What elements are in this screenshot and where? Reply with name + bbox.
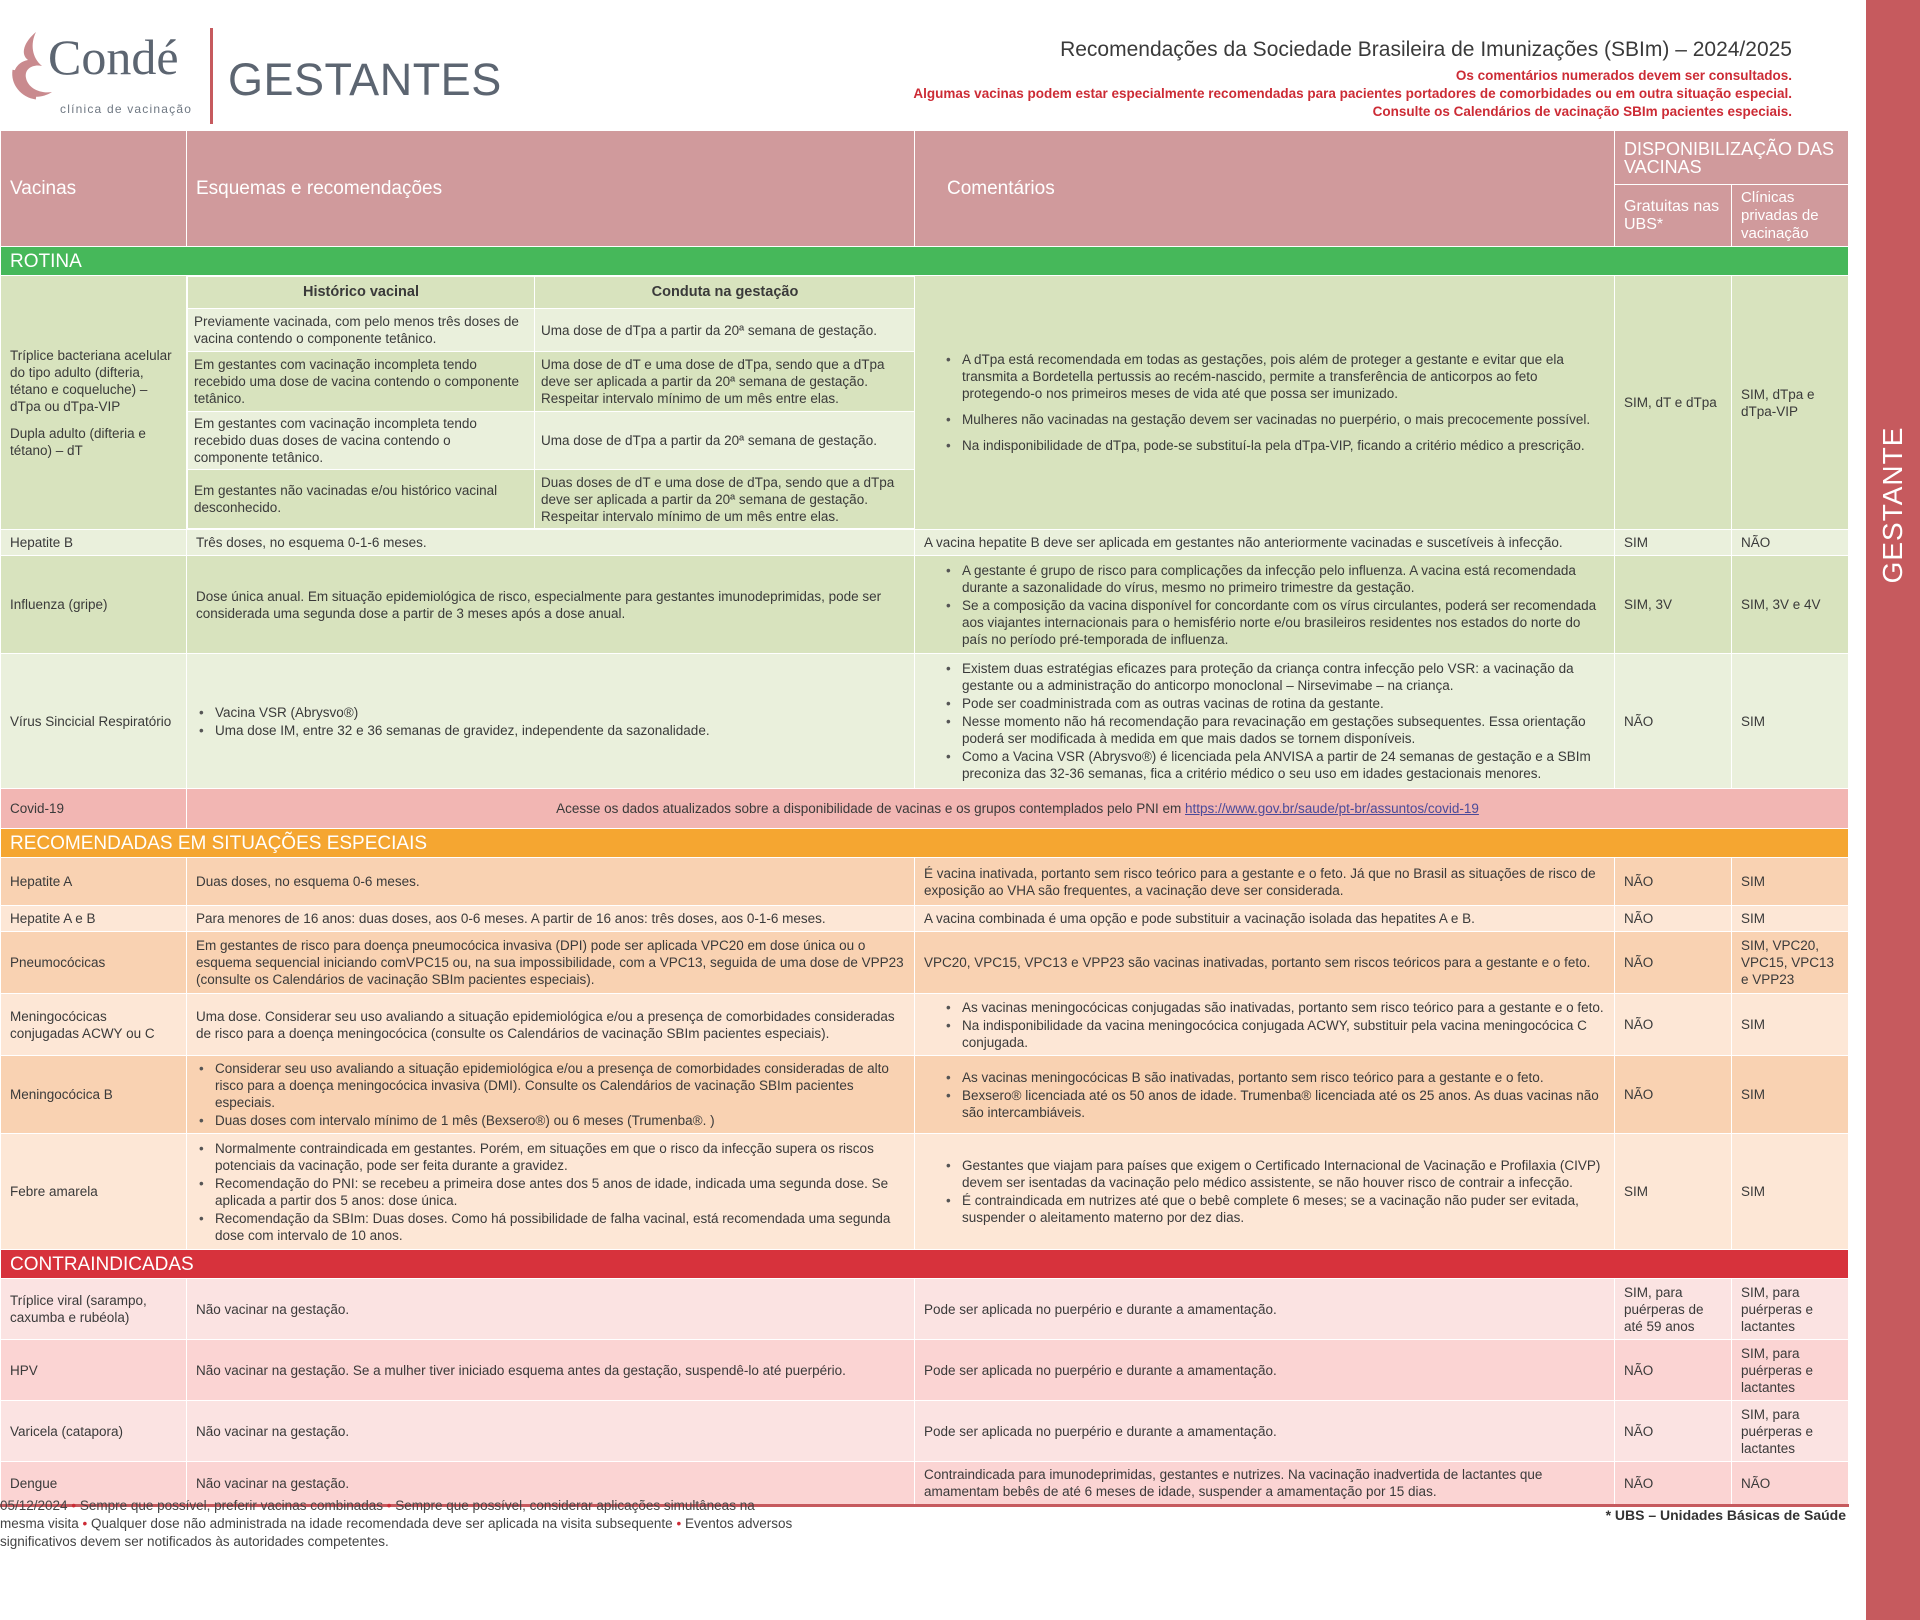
comment-cell: VPC20, VPC15, VPC13 e VPP23 são vacinas inativadas, portanto sem riscos teóricos para a gestante e o feto. [915, 932, 1615, 994]
private-availability: SIM, para puérperas e lactantes [1732, 1279, 1849, 1340]
footer-item: Qualquer dose não administrada na idade recomendada deve ser aplicada na visita subsequente [91, 1516, 673, 1531]
ubs-availability: NÃO [1615, 1401, 1732, 1462]
scheme-cell: Em gestantes de risco para doença pneumocócica invasiva (DPI) pode ser aplicada VPC20 em dose única ou o esquema sequencial iniciando comVPC15 ou, na sua impossibilidade, com a VPC13, seguida de uma dose de VPP23 (consulte os Calendários de vacinação SBIm pacientes especiais). [187, 932, 915, 994]
logo-subtitle: clínica de vacinação [60, 102, 193, 116]
ubs-availability: SIM, dT e dTpa [1615, 276, 1732, 530]
comment-item: • Na indisponibilidade de dTpa, pode-se substituí-la pela dTpa-VIP, ficando a critério médico a prescrição. [943, 437, 1605, 454]
comment-item: • Gestantes que viajam para países que exigem o Certificado Internacional de Vacinação e Profilaxia (CIVP) devem ser isentadas da vacinação pelo médico assistente, se não houver risco de contrair a infecção. [943, 1157, 1605, 1191]
comment-cell: Pode ser aplicada no puerpério e durante a amamentação. [915, 1279, 1615, 1340]
historico-cell: Em gestantes não vacinadas e/ou histórico vacinal desconhecido. [188, 470, 535, 529]
comment-cell [915, 654, 1615, 789]
vaccine-name: HPV [1, 1340, 187, 1401]
vaccine-name: Hepatite B [1, 530, 187, 556]
comment-cell: É vacina inativada, portanto sem risco teórico para a gestante e o feto. Já que no Brasil as situações de risco de exposição ao VHA são frequentes, a vacinação deve ser considerada. [915, 858, 1615, 906]
scheme-item: • Recomendação da SBIm: Duas doses. Como há possibilidade de falha vacinal, está recomendada uma segunda dose com intervalo de 10 anos. [196, 1210, 905, 1244]
comment-cell: Contraindicada para imunodeprimidas, gestantes e nutrizes. Na vacinação inadvertida de lactantes que amamentam bebês de até 6 meses de idade, suspender a amamentação por 15 dias. [915, 1462, 1615, 1506]
ubs-availability: SIM [1615, 1134, 1732, 1250]
comment-cell [915, 994, 1615, 1056]
comment-cell [915, 556, 1615, 654]
page-header [0, 0, 1866, 130]
ubs-availability: SIM, para puérperas de até 59 anos [1615, 1279, 1732, 1340]
col-comentarios: Comentários [915, 131, 1615, 247]
table-row [1, 789, 1849, 829]
dtpa-subtable [187, 276, 916, 529]
sub-header-conduta: Conduta na gestação [535, 277, 916, 309]
vaccine-name: Pneumocócicas [1, 932, 187, 994]
table-row [1, 654, 1849, 789]
ubs-availability: NÃO [1615, 994, 1732, 1056]
dtpa-scheme [187, 276, 915, 530]
private-availability: SIM, para puérperas e lactantes [1732, 1340, 1849, 1401]
vaccine-name: Hepatite A e B [1, 906, 187, 932]
section-contra: CONTRAINDICADAS [1, 1250, 1849, 1279]
header-note: Consulte os Calendários de vacinação SBIm pacientes especiais. [1372, 104, 1792, 119]
header-note: Os comentários numerados devem ser consultados. [1455, 68, 1792, 83]
comment-item: • A dTpa está recomendada em todas as gestações, pois além de proteger a gestante e evitar que ela transmita a Bordetella pertussis ao recém-nascido, permite a transferência de anticorpos ao feto protegendo-o nos primeiros meses de vida até que possa ser imunizado. [943, 351, 1605, 402]
covid-link[interactable]: https://www.gov.br/saude/pt-br/assuntos/covid-19 [1185, 801, 1479, 816]
conduta-cell: Uma dose de dTpa a partir da 20ª semana de gestação. [535, 309, 916, 352]
private-availability: SIM [1732, 858, 1849, 906]
footer-notes [0, 1497, 800, 1551]
comment-item: • Pode ser coadministrada com as outras vacinas de rotina da gestante. [943, 695, 1605, 712]
table-row [1, 1401, 1849, 1462]
scheme-cell [187, 654, 915, 789]
footer-item: Eventos adversos significativos devem ser notificados às autoridades competentes. [0, 1516, 793, 1549]
scheme-item: • Uma dose IM, entre 32 e 36 semanas de gravidez, independente da sazonalidade. [196, 722, 905, 739]
scheme-item: • Duas doses com intervalo mínimo de 1 mês (Bexsero®) ou 6 meses (Trumenba®. ) [196, 1112, 905, 1129]
private-availability: SIM, dTpa e dTpa-VIP [1732, 276, 1849, 530]
vaccine-name-dtpa: Tríplice bacteriana acelular do tipo adulto (difteria, tétano e coqueluche) – dTpa ou dTpa-VIP [10, 347, 172, 414]
comment-item: • As vacinas meningocócicas B são inativadas, portanto sem risco teórico para a gestante e o feto. [943, 1069, 1605, 1086]
scheme-item: • Vacina VSR (Abrysvo®) [196, 704, 905, 721]
comment-cell [915, 1134, 1615, 1250]
table-row [1, 1134, 1849, 1250]
table-row [1, 530, 1849, 556]
footer-date: 05/12/2024 [0, 1498, 68, 1513]
bullet-icon: • [71, 1498, 77, 1513]
private-availability: SIM, para puérperas e lactantes [1732, 1401, 1849, 1462]
comment-item: • As vacinas meningocócicas conjugadas são inativadas, portanto sem risco teórico para a gestante e o feto. [943, 999, 1605, 1016]
scheme-item: • Normalmente contraindicada em gestantes. Porém, em situações em que o risco da infecção supera os riscos potenciais da vacinação, pode ser feita durante a gravidez. [196, 1140, 905, 1174]
comment-cell: Pode ser aplicada no puerpério e durante a amamentação. [915, 1340, 1615, 1401]
footer-item: Sempre que possível, considerar aplicações simultâneas na mesma visita [0, 1498, 755, 1531]
table-row [1, 276, 1849, 530]
ubs-availability: NÃO [1615, 858, 1732, 906]
table-row [1, 1056, 1849, 1134]
table-row [1, 858, 1849, 906]
private-availability: NÃO [1732, 1462, 1849, 1506]
ubs-availability: NÃO [1615, 906, 1732, 932]
header-info [913, 38, 1792, 121]
vaccine-name: Meningocócicas conjugadas ACWY ou C [1, 994, 187, 1056]
vaccine-name: Tríplice viral (sarampo, caxumba e rubéola) [1, 1279, 187, 1340]
conduta-cell: Duas doses de dT e uma dose de dTpa, sendo que a dTpa deve ser aplicada a partir da 20ª semana de gestação. Respeitar intervalo mínimo de um mês entre elas. [535, 470, 916, 529]
col-privadas: Clínicas privadas de vacinação [1732, 185, 1849, 247]
scheme-cell: Três doses, no esquema 0-1-6 meses. [187, 530, 915, 556]
private-availability: SIM [1732, 1134, 1849, 1250]
ubs-availability: NÃO [1615, 1340, 1732, 1401]
conduta-cell: Uma dose de dT e uma dose de dTpa, sendo que a dTpa deve ser aplicada a partir da 20ª semana de gestação. Respeitar intervalo mínimo de um mês entre elas. [535, 352, 916, 412]
table-row [1, 906, 1849, 932]
footer-item: Sempre que possível, preferir vacinas combinadas [79, 1498, 383, 1513]
table-row [1, 556, 1849, 654]
section-especiais: RECOMENDADAS EM SITUAÇÕES ESPECIAIS [1, 829, 1849, 858]
comment-item: • Existem duas estratégias eficazes para proteção da criança contra infecção pelo VSR: a vacinação da gestante ou a administração do anticorpo monoclonal – Nirsevimabe – na criança. [943, 660, 1605, 694]
vaccine-name: Hepatite A [1, 858, 187, 906]
private-availability: NÃO [1732, 530, 1849, 556]
comment-item: • Na indisponibilidade da vacina meningocócica conjugada ACWY, substituir pela vacina meningocócica C conjugada. [943, 1017, 1605, 1051]
private-availability: SIM, VPC20, VPC15, VPC13 e VPP23 [1732, 932, 1849, 994]
col-esquemas: Esquemas e recomendações [187, 131, 915, 247]
col-disponibilizacao: DISPONIBILIZAÇÃO DAS VACINAS [1615, 131, 1849, 185]
historico-cell: Previamente vacinada, com pelo menos três doses de vacina contendo o componente tetânico. [188, 309, 535, 352]
comment-cell: A vacina hepatite B deve ser aplicada em gestantes não anteriormente vacinadas e suscetíveis à infecção. [915, 530, 1615, 556]
header-note: Algumas vacinas podem estar especialmente recomendadas para pacientes portadores de comorbidades ou em outra situação especial. [913, 86, 1792, 101]
comment-cell: A vacina combinada é uma opção e pode substituir a vacinação isolada das hepatites A e B. [915, 906, 1615, 932]
vaccine-name: Dengue [1, 1462, 187, 1506]
ubs-availability: NÃO [1615, 1056, 1732, 1134]
vaccine-name [1, 276, 187, 530]
bullet-icon: • [386, 1498, 392, 1513]
comment-item: • Se a composição da vacina disponível for concordante com os vírus circulantes, poderá ser recomendada aos viajantes internacionais para o hemisfério norte e/ou brasileiros residentes nos estados do norte do país no período pré-temporada de influenza. [943, 597, 1605, 648]
comment-item: • A gestante é grupo de risco para complicações da infecção pelo influenza. A vacina está recomendada durante a sazonalidade do vírus, mesmo no primeiro trimestre da gestação. [943, 562, 1605, 596]
comment-item: • Como a Vacina VSR (Abrysvo®) é licenciada pela ANVISA a partir de 24 semanas de gestação e a SBIm preconiza das 32-36 semanas, fica a critério médico o seu uso em idades gestacionais menores. [943, 748, 1605, 782]
vaccine-name: Influenza (gripe) [1, 556, 187, 654]
ubs-availability: NÃO [1615, 1462, 1732, 1506]
comment-item: • É contraindicada em nutrizes até que o bebê complete 6 meses; se a vacinação não puder ser evitada, suspender o aleitamento materno por dez dias. [943, 1192, 1605, 1226]
covid-text: Acesse os dados atualizados sobre a disponibilidade de vacinas e os grupos contemplados pelo PNI em [556, 801, 1182, 816]
side-label: GESTANTE [1877, 426, 1908, 584]
scheme-cell [187, 1056, 915, 1134]
historico-cell: Em gestantes com vacinação incompleta tendo recebido uma dose de vacina contendo o componente tetânico. [188, 352, 535, 412]
scheme-cell: Não vacinar na gestação. [187, 1401, 915, 1462]
side-band [1866, 0, 1920, 1620]
historico-cell: Em gestantes com vacinação incompleta tendo recebido duas doses de vacina contendo o componente tetânico. [188, 412, 535, 470]
table-row [1, 932, 1849, 994]
scheme-item: • Considerar seu uso avaliando a situação epidemiológica e/ou a presença de comorbidades consideradas de alto risco para a doença meningocócica invasiva (DMI). Consulte os Calendários de vacinação SBIm pacientes especiais. [196, 1060, 905, 1111]
scheme-cell: Não vacinar na gestação. Se a mulher tiver iniciado esquema antes da gestação, suspendê-lo até puerpério. [187, 1340, 915, 1401]
col-ubs: Gratuitas nas UBS* [1615, 185, 1732, 247]
scheme-cell: Uma dose. Considerar seu uso avaliando a situação epidemiológica e/ou a presença de comorbidades consideradas de risco para a doença meningocócica (consulte os Calendários de vacinação SBIm pacientes especiais). [187, 994, 915, 1056]
scheme-cell [187, 1134, 915, 1250]
scheme-cell: Não vacinar na gestação. [187, 1462, 915, 1506]
col-vacinas: Vacinas [1, 131, 187, 247]
private-availability: SIM [1732, 906, 1849, 932]
vaccine-name: Varicela (catapora) [1, 1401, 187, 1462]
private-availability: SIM [1732, 654, 1849, 789]
audience-title: GESTANTES [228, 54, 502, 105]
vaccine-name-dt: Dupla adulto (difteria e tétano) – dT [10, 425, 146, 458]
vaccine-name: Meningocócica B [1, 1056, 187, 1134]
table-row [1, 1340, 1849, 1401]
private-availability: SIM, 3V e 4V [1732, 556, 1849, 654]
vaccine-table [0, 130, 1849, 1507]
ubs-availability: NÃO [1615, 654, 1732, 789]
scheme-cell: Duas doses, no esquema 0-6 meses. [187, 858, 915, 906]
bullet-icon: • [676, 1516, 682, 1531]
vaccine-name: Covid-19 [1, 789, 187, 829]
comment-item: • Nesse momento não há recomendação para revacinação em gestações subsequentes. Essa orientação poderá ser modificada à medida em que mais dados se tornem disponíveis. [943, 713, 1605, 747]
private-availability: SIM [1732, 994, 1849, 1056]
scheme-cell: Não vacinar na gestação. [187, 1279, 915, 1340]
table-row [1, 1279, 1849, 1340]
covid-info [187, 789, 1849, 829]
scheme-cell: Para menores de 16 anos: duas doses, aos 0-6 meses. A partir de 16 anos: três doses, aos 0-1-6 meses. [187, 906, 915, 932]
sub-header-historico: Histórico vacinal [188, 277, 535, 309]
private-availability: SIM [1732, 1056, 1849, 1134]
ubs-availability: SIM, 3V [1615, 556, 1732, 654]
vaccine-name: Vírus Sincicial Respiratório [1, 654, 187, 789]
comment-cell: Pode ser aplicada no puerpério e durante a amamentação. [915, 1401, 1615, 1462]
conduta-cell: Uma dose de dTpa a partir da 20ª semana de gestação. [535, 412, 916, 470]
table-row [1, 994, 1849, 1056]
scheme-item: • Recomendação do PNI: se recebeu a primeira dose antes dos 5 anos de idade, indicada uma segunda dose. Se aplicada a partir dos 5 anos: dose única. [196, 1175, 905, 1209]
document-title: Recomendações da Sociedade Brasileira de Imunizações (SBIm) – 2024/2025 [1060, 38, 1792, 61]
section-rotina: ROTINA [1, 247, 1849, 276]
logo-divider [210, 28, 213, 124]
scheme-cell: Dose única anual. Em situação epidemiológica de risco, especialmente para gestantes imunodeprimidas, pode ser considerada uma segunda dose a partir de 3 meses após a dose anual. [187, 556, 915, 654]
comment-item: • Mulheres não vacinadas na gestação devem ser vacinadas no puerpério, o mais precocemente possível. [943, 411, 1605, 428]
ubs-availability: SIM [1615, 530, 1732, 556]
comment-cell [915, 276, 1615, 530]
logo-name: Condé [48, 29, 179, 85]
ubs-availability: NÃO [1615, 932, 1732, 994]
comment-item: • Bexsero® licenciada até os 50 anos de idade. Trumenba® licenciada até os 25 anos. As duas vacinas não são intercambiáveis. [943, 1087, 1605, 1121]
comment-cell [915, 1056, 1615, 1134]
bullet-icon: • [82, 1516, 88, 1531]
vaccine-name: Febre amarela [1, 1134, 187, 1250]
ubs-footnote: * UBS – Unidades Básicas de Saúde [1605, 1507, 1846, 1523]
